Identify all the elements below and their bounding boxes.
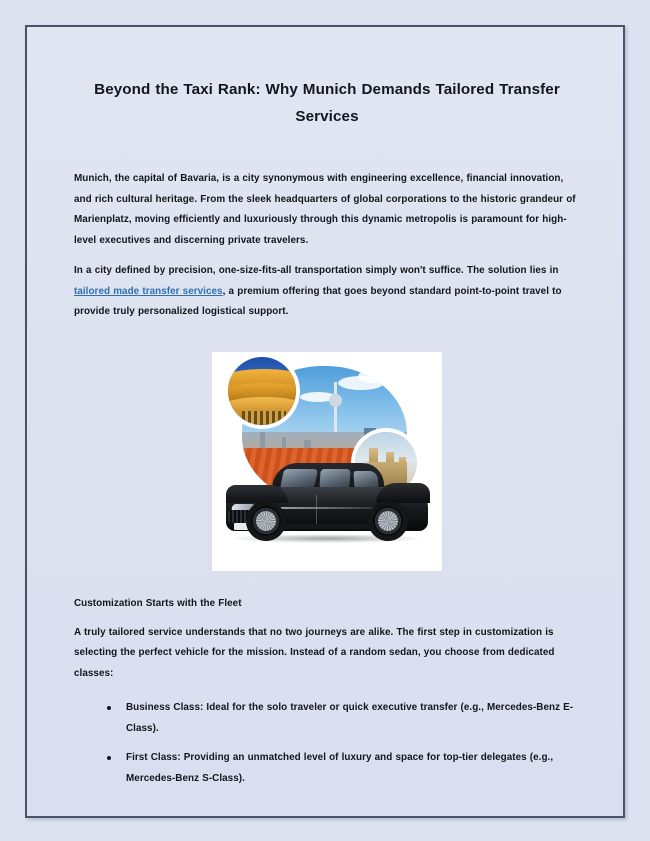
bullet-icon: [107, 756, 111, 760]
door-seam: [316, 495, 317, 525]
fleet-class-list: [74, 684, 580, 789]
document-page: [25, 25, 625, 818]
car-trunk: [376, 483, 430, 503]
paragraph-intro: Munich, the capital of Bavaria, is a city synonymous with engineering excellence, financial innovation, and rich cultural heritage. From the sleek headquarters of global corporations to the historic grandeur of Marienplatz, moving efficiently and luxuriously through this dynamic metropolis is paramount for high-level executives and discerning private travelers.: [74, 173, 576, 246]
page-content-area: [27, 27, 623, 816]
luxury-sedan: [220, 461, 434, 543]
bullet-icon: [107, 706, 111, 710]
figure-block: [74, 352, 580, 571]
building-struts: [242, 411, 286, 425]
solution-text-after-link: , a premium offering that goes beyond standard point-to-point travel to provide truly personalized logistical support.: [74, 285, 562, 318]
cloud-icon: [358, 370, 386, 383]
paragraph-solution: [74, 251, 580, 323]
tv-tower-sphere: [329, 394, 342, 407]
section-heading-fleet: Customization Starts with the Fleet: [74, 597, 242, 609]
tailored-transfer-services-link[interactable]: tailored made transfer services: [74, 285, 223, 297]
side-skirt: [276, 524, 380, 529]
solution-text-before-link: In a city defined by precision, one-size-fits-all transportation simply won't suffice. The solution lies in: [74, 265, 559, 277]
list-item: [107, 698, 580, 739]
list-item-label: Business Class: Ideal for the solo traveler or quick executive transfer (e.g., Mercedes-Benz E-Class).: [126, 702, 574, 734]
list-item: [107, 748, 580, 789]
munich-transfer-hero-image: [212, 352, 442, 571]
side-window: [319, 469, 350, 489]
car-hood: [226, 485, 288, 503]
golden-building-inset: [228, 357, 296, 425]
chrome-trim: [280, 507, 376, 509]
page-title: Beyond the Taxi Rank: Why Munich Demands Tailored Transfer Services: [94, 81, 560, 125]
rear-wheel: [368, 501, 408, 541]
paragraph-fleet: A truly tailored service understands that no two journeys are alike. The first step in customization is selecting the perfect vehicle for the mission. Instead of a random sedan, you choose from dedicated classes:: [74, 626, 555, 679]
rear-window: [353, 471, 378, 489]
windshield: [280, 469, 318, 489]
article-content: [74, 27, 580, 798]
front-wheel: [246, 501, 286, 541]
list-item-label: First Class: Providing an unmatched level of luxury and space for top-tier delegates (e.g., Mercedes-Benz S-Class).: [126, 752, 554, 784]
tv-tower: [334, 382, 337, 436]
